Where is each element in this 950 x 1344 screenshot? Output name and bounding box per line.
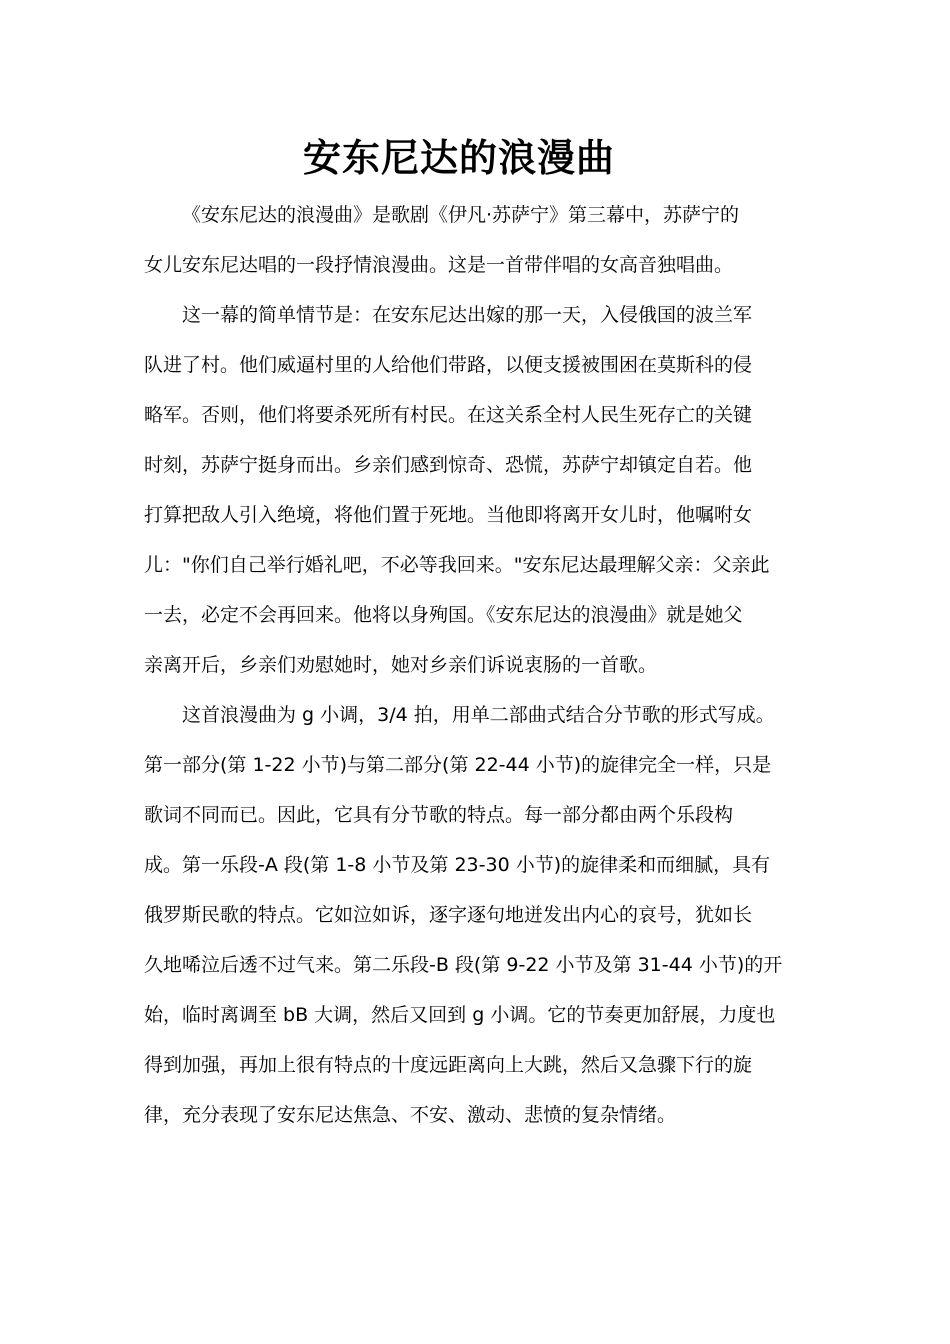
text-line: 略军。否则，他们将要杀死所有村民。在这关系全村人民生死存亡的关键 [144, 404, 753, 426]
text-line: 时刻，苏萨宁挺身而出。乡亲们感到惊奇、恐慌，苏萨宁却镇定自若。他 [144, 454, 753, 476]
text-line: 得到加强，再加上很有特点的十度远距离向上大跳，然后又急骤下行的旋 [144, 1054, 753, 1076]
text-line: 久地唏泣后透不过气来。第二乐段-B 段(第 9-22 小节及第 31-44 小节)的开 [144, 954, 783, 976]
document-body [144, 190, 784, 1140]
text-line: 一去，必定不会再回来。他将以身殉国。《安东尼达的浪漫曲》就是她父 [144, 604, 743, 626]
text-line: 这一幕的简单情节是：在安东尼达出嫁的那一天，入侵俄国的波兰军 [182, 304, 753, 326]
text-line: 打算把敌人引入绝境，将他们置于死地。当他即将离开女儿时，他嘱咐女 [144, 504, 753, 526]
text-line: 《安东尼达的浪漫曲》是歌剧《伊凡·苏萨宁》第三幕中，苏萨宁的 [182, 204, 740, 226]
text-line: 儿："你们自己举行婚礼吧，不必等我回来。"安东尼达最理解父亲：父亲此 [144, 554, 770, 576]
document-title: 安东尼达的浪漫曲 [302, 135, 615, 180]
text-line: 亲离开后，乡亲们劝慰她时，她对乡亲们诉说衷肠的一首歌。 [144, 654, 658, 676]
text-line: 俄罗斯民歌的特点。它如泣如诉，逐字逐句地迸发出内心的哀号，犹如长 [144, 904, 753, 926]
text-line: 成。第一乐段-A 段(第 1-8 小节及第 23-30 小节)的旋律柔和而细腻，具有 [144, 854, 771, 876]
text-line: 始，临时离调至 bB 大调，然后又回到 g 小调。它的节奏更加舒展，力度也 [144, 1004, 776, 1026]
text-line: 第一部分(第 1-22 小节)与第二部分(第 22-44 小节)的旋律完全一样，只是 [144, 754, 772, 776]
text-line: 这首浪漫曲为 g 小调，3/4 拍，用单二部曲式结合分节歌的形式写成。 [182, 704, 775, 726]
text-line: 女儿安东尼达唱的一段抒情浪漫曲。这是一首带伴唱的女高音独唱曲。 [144, 254, 734, 276]
text-line: 律，充分表现了安东尼达焦急、不安、激动、悲愤的复杂情绪。 [144, 1104, 677, 1126]
text-line: 队进了村。他们威逼村里的人给他们带路，以便支援被围困在莫斯科的侵 [144, 354, 753, 376]
text-line: 歌词不同而已。因此，它具有分节歌的特点。每一部分都由两个乐段构 [144, 804, 734, 826]
